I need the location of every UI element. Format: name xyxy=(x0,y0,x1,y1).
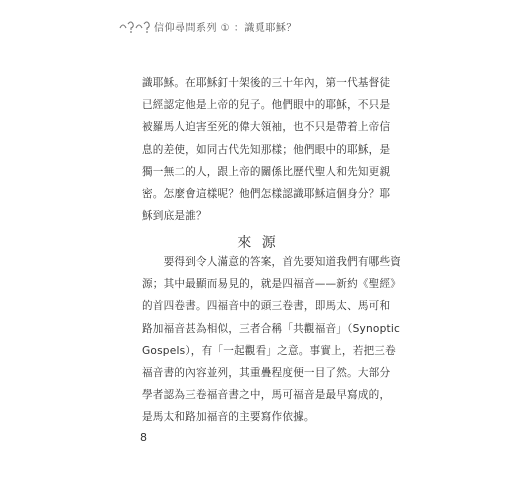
text-line: 學者認為三卷福音書之中，馬可福音是最早寫成的， xyxy=(142,389,391,402)
text-line: 息的差使，如同古代先知那樣；他們眼中的耶穌，是 xyxy=(142,143,391,156)
text-line: 密。怎麼會這樣呢？他們怎樣認識耶穌這個身分？耶 xyxy=(142,188,391,201)
text-line: 的首四卷書。四福音中的頭三卷書，即馬太、馬可和 xyxy=(142,300,391,313)
text-line: 要得到令人滿意的答案，首先要知道我們有哪些資 xyxy=(142,256,402,268)
text-line: Gospels），有「一起觀看」之意。事實上，若把三卷 xyxy=(142,344,396,357)
text-line: 獨一無二的人，跟上帝的關係比歷代聖人和先知更親 xyxy=(142,165,391,178)
page-number: 8 xyxy=(140,431,147,444)
text-line: 源；其中最顯而易見的，就是四福音——新約《聖經》 xyxy=(142,278,402,291)
series-logo-icon xyxy=(118,19,152,33)
text-line: 識耶穌。在耶穌釘十架後的三十年內，第一代基督徒 xyxy=(142,77,391,89)
paragraph-1 xyxy=(142,72,391,227)
paragraph-2 xyxy=(142,251,402,429)
text-line: 穌到底是誰？ xyxy=(142,210,207,223)
text-line: 路加福音甚為相似，三者合稱「共觀福音」（Synoptic xyxy=(142,322,401,335)
running-header-title: 信仰尋問系列 ① ：識覓耶穌？ xyxy=(154,22,297,34)
text-line: 被羅馬人迫害至死的偉大領袖，也不只是帶着上帝信 xyxy=(142,121,391,134)
text-line: 是馬太和路加福音的主要寫作依據。 xyxy=(142,411,315,424)
text-line: 福音書的內容並列，其重疊程度便一目了然。大部分 xyxy=(142,367,391,380)
section-heading: 來 源 xyxy=(237,235,279,251)
running-header xyxy=(118,18,297,34)
text-line: 已經認定他是上帝的兒子。他們眼中的耶穌，不只是 xyxy=(142,99,391,112)
